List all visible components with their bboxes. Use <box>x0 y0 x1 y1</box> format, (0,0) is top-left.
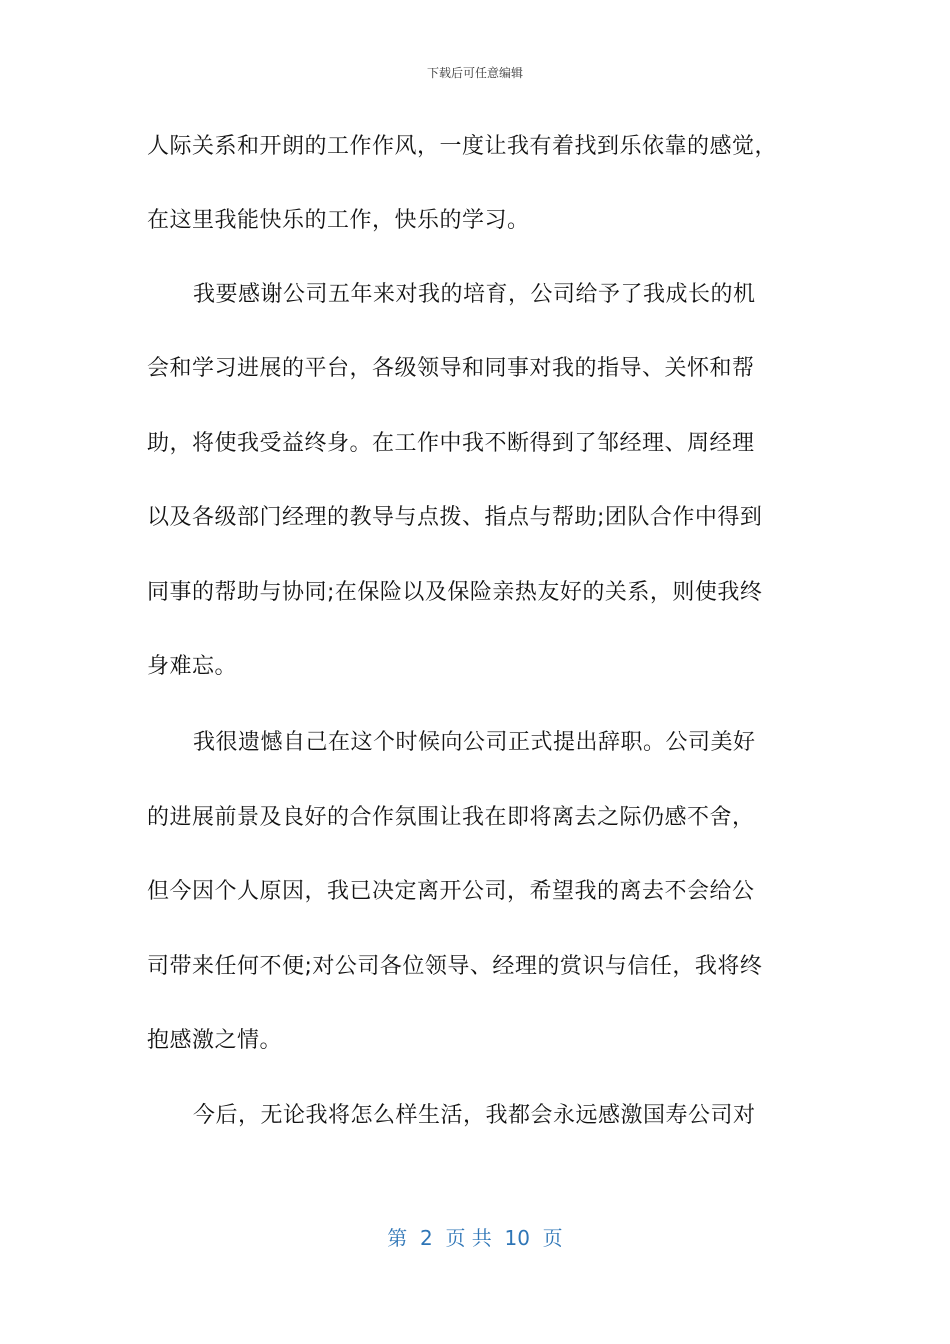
body-line: 同事的帮助与协同;在保险以及保险亲热友好的关系，则使我终 <box>147 580 763 605</box>
body-line: 人际关系和开朗的工作作风，一度让我有着找到乐依靠的感觉， <box>147 134 778 159</box>
body-line: 在这里我能快乐的工作，快乐的学习。 <box>147 208 530 233</box>
page-number-footer: 第 2 页 共 10 页 <box>387 1226 563 1250</box>
body-line: 身难忘。 <box>147 654 238 679</box>
body-line: 以及各级部门经理的教导与点拨、指点与帮助;团队合作中得到 <box>147 505 763 530</box>
paragraph-first-line: 我要感谢公司五年来对我的培育，公司给予了我成长的机 <box>193 282 756 307</box>
body-line: 的进展前景及良好的合作氛围让我在即将离去之际仍感不舍， <box>147 805 755 830</box>
body-line: 抱感激之情。 <box>147 1028 283 1053</box>
body-line: 司带来任何不便;对公司各位领导、经理的赏识与信任，我将终 <box>147 954 763 979</box>
paragraph-first-line: 我很遗憾自己在这个时候向公司正式提出辞职。公司美好 <box>193 730 756 755</box>
body-line: 但今因个人原因，我已决定离开公司，希望我的离去不会给公 <box>147 879 755 904</box>
paragraph-first-line: 今后，无论我将怎么样生活，我都会永远感激国寿公司对 <box>193 1103 756 1128</box>
body-line: 助，将使我受益终身。在工作中我不断得到了邹经理、周经理 <box>147 431 755 456</box>
page-header: 下载后可任意编辑 <box>426 66 523 80</box>
body-line: 会和学习进展的平台，各级领导和同事对我的指导、关怀和帮 <box>147 356 755 381</box>
